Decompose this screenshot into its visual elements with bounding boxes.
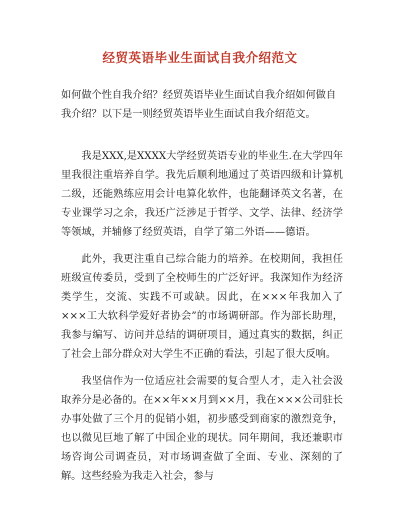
- body-paragraph: 此外，我更注重自己综合能力的培养。在校期间，我担任班级宣传委员，受到了全校师生的广泛好评。我深知作为经济类学生，交流、实践不可或缺。因此，在×××年我加入了×××工大软科学爱好者协会”的市场调研部。作为部长助理，我参与编写、访问并总结的调研项目，通过真实的数据，纠正了社会上部分群众对大学生不正确的看法，引起了很大反响。: [61, 254, 343, 360]
- body-paragraph: 我坚信作为一位适应社会需要的复合型人才，走入社会汲取养分是必备的。在××年××月到××月，我在×××公司驻长办事处做了三个月的促销小姐，初步感受到商家的激烈竞争，也以微见巨地了解了中国企业的现状。同年期间，我还兼职市场咨询公司调查员，对市场调查做了全面、专业、深刻的了解。这些经验为我走入社会，参与: [61, 376, 343, 482]
- body-paragraph: 我是XXX,是XXXX大学经贸英语专业的毕业生.在大学四年里我很注重培养自学。我先后顺利地通过了英语四级和计算机二级，还能熟练应用会计电算化软件，也能翻译英文名著，在专业课学习之余，我还广泛涉足于哲学、文学、法律、经济学等领域，并辅修了经贸英语，自学了第二外语——德语。: [61, 151, 343, 238]
- document-body: [61, 147, 343, 494]
- document-title: 经贸英语毕业生面试自我介绍范文: [102, 50, 298, 65]
- intro-paragraph: 如何做个性自我介绍？经贸英语毕业生面试自我介绍如何做自我介绍？以下是一则经贸英语毕业生面试自我介绍范文。: [61, 90, 337, 120]
